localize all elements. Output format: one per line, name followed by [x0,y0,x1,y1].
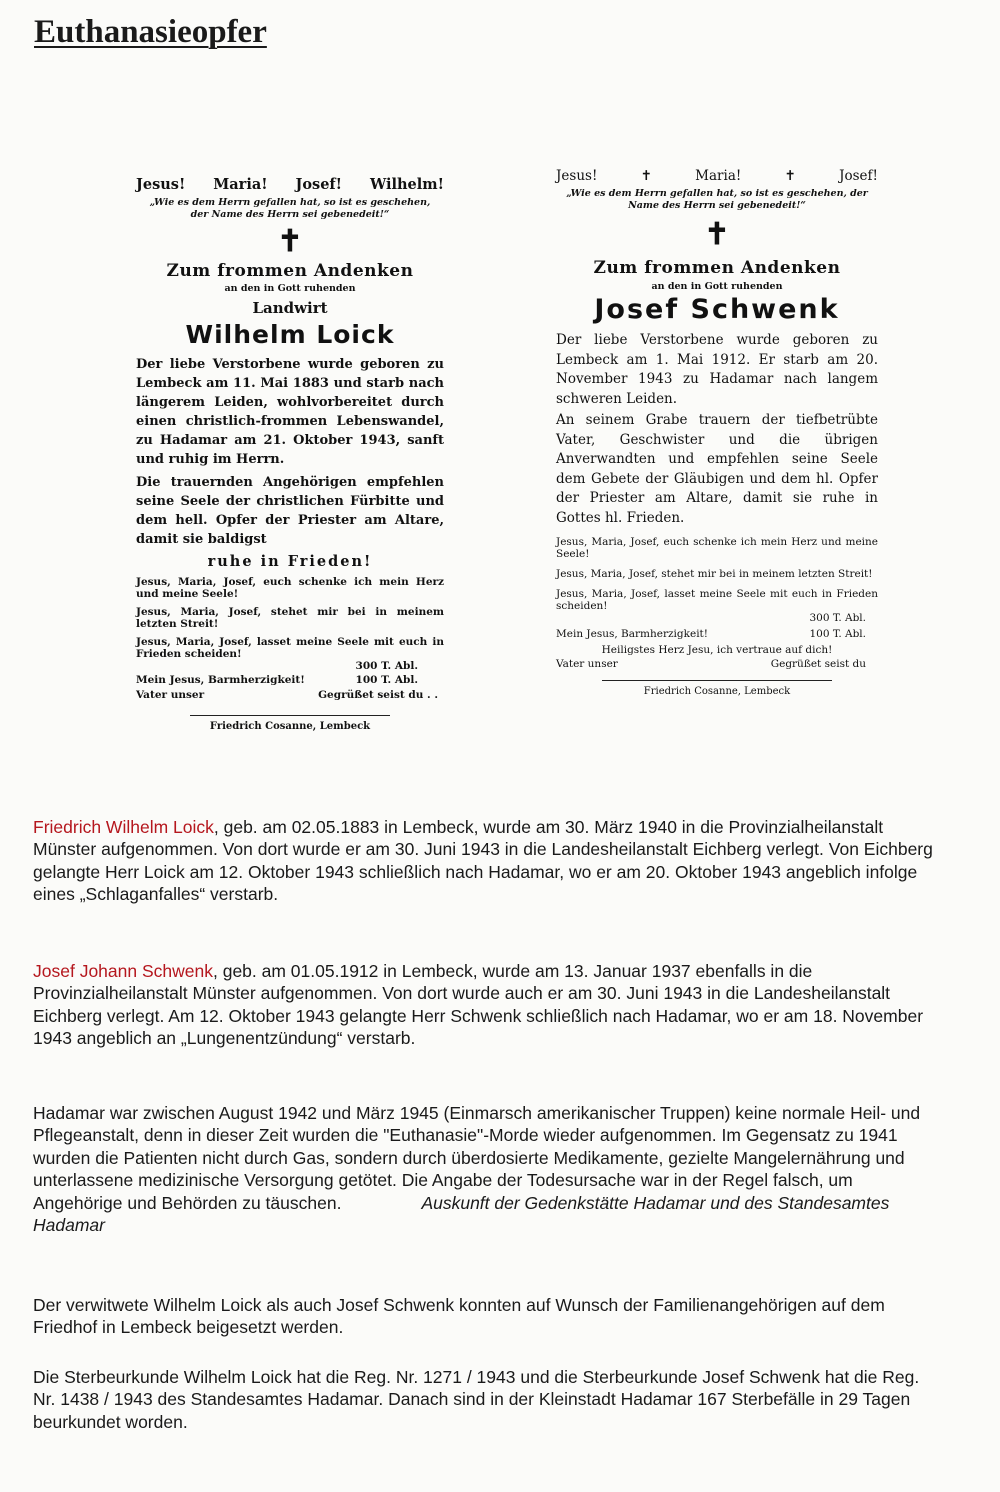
header-word: Josef! [295,176,343,193]
card-prayer: Gegrüßet seist du . . [318,689,438,701]
card-prayer-row [556,658,878,670]
card-ablass: 100 T. Abl. [809,628,866,640]
paragraph-text: Die Sterbeurkunde Wilhelm Loick hat die Reg. Nr. 1271 / 1943 und die Sterbeurkunde Josef Schwenk hat die Reg. Nr. 1438 / 1943 des Standesamtes Hadamar. Danach sind in der Kleinstadt Hadamar 167 Sterbefälle in 29 Tagen beurkundet worden. [33,1367,920,1432]
card-body-2: An seinem Grabe trauern der tiefbetrübte Vater, Geschwister und die übrigen Anverwandten und empfehlen seine Seele dem Gebete der Gläubigen und dem hl. Opfer der Priester am Altare, damit sie ruhe in Gottes hl. Frieden. [556,412,878,526]
card-name: Wilhelm Loick [185,320,395,349]
card-printer: Friedrich Cosanne, Lembeck [643,686,791,697]
card-prayer: Vater unser [556,658,618,670]
card-prayer-row [136,674,444,686]
paragraph-text: Hadamar war zwischen August 1942 und März 1945 (Einmarsch amerikanischer Truppen) keine normale Heil- und Pflegeanstalt, denn in dieser Zeit wurden die "Euthanasie"-Morde wieder aufgenommen. Im Gegensatz zu 1941 wurden die Patienten nicht durch Gas, sondern durch überdosierte Medikamente, gezielte Mangelernährung und unterlassene medizinische Versorgung getötet. Die Angabe der Todesursache war in der Regel falsch, um Angehörige und Behörden zu täuschen. [33,1103,921,1213]
death-notice-josef-schwenk [556,168,878,697]
death-notice-wilhelm-loick [136,176,444,732]
paragraph-text: Der verwitwete Wilhelm Loick als auch Josef Schwenk konnten auf Wunsch der Familienangehörigen auf dem Friedhof in Lembeck beigesetzt werden. [33,1295,885,1338]
card-printer: Friedrich Cosanne, Lembeck [209,721,371,732]
card-prayer: Heiligstes Herz Jesu, ich vertraue auf dich! [601,644,833,656]
header-word: Josef! [839,168,878,184]
card-quote: „Wie es dem Herrn gefallen hat, so ist es geschehen, der Name des Herrn sei gebenedeit!“ [566,188,868,211]
card-rest: ruhe in Frieden! [207,553,373,570]
paragraph-text: , geb. am 01.05.1912 in Lembeck, wurde am 13. Januar 1937 ebenfalls in die Provinzialheilanstalt Münster aufgenommen. Von dort wurde auch er am 30. Juni 1943 in die Landesheilanstalt Eichberg verlegt. Am 12. Oktober 1943 gelangte Herr Schwenk schließlich nach Hadamar, wo er am 18. November 1943 angeblich an „Lungenentzündung“ verstarb. [33,961,924,1049]
header-word: Jesus! [556,168,598,184]
header-word: Maria! [213,176,268,193]
card-prayer: Jesus, Maria, Josef, euch schenke ich mein Herz und meine Seele! [136,576,444,600]
card-andenken: Zum frommen Andenken [593,258,841,278]
card-prayer: Jesus, Maria, Josef, stehet mir bei in meinem letzten Streit! [556,568,873,580]
header-word: Maria! [695,168,742,184]
card-header [136,176,444,193]
cross-icon: ✝ [277,224,303,259]
card-andenken: Zum frommen Andenken [166,261,414,281]
source-citation: Auskunft der Gedenkstätte Hadamar und des Standesamtes Hadamar [33,1192,890,1236]
card-occupation: Landwirt [252,299,328,317]
paragraph-loick [33,816,933,906]
paragraph-burial [33,1294,933,1339]
card-divider [190,715,390,716]
paragraph-schwenk [33,960,933,1050]
page-title: Euthanasieopfer [34,14,267,50]
card-prayer: Jesus, Maria, Josef, euch schenke ich mein Herz und meine Seele! [556,536,878,560]
card-prayer-row [136,689,444,701]
card-quote: „Wie es dem Herrn gefallen hat, so ist es geschehen, der Name des Herrn sei gebenedeit!“ [149,197,431,220]
card-prayer-row [556,628,878,640]
card-prayer: Jesus, Maria, Josef, stehet mir bei in meinem letzten Streit! [136,606,444,630]
person-name: Josef Johann Schwenk [33,961,213,981]
header-word: Wilhelm! [369,176,444,193]
card-sub: an den in Gott ruhenden [224,283,356,294]
cross-small-icon: ✝ [784,168,796,184]
card-prayer: Jesus, Maria, Josef, lasset meine Seele mit euch in Frieden scheiden! [136,636,444,660]
card-prayer: Mein Jesus, Barmherzigkeit! [136,674,305,686]
paragraph-certificates [33,1366,933,1433]
card-prayer: Jesus, Maria, Josef, lasset meine Seele mit euch in Frieden scheiden! [556,588,878,612]
card-ablass: 100 T. Abl. [355,674,418,686]
card-name: Josef Schwenk [594,294,840,325]
card-ablass: 300 T. Abl. [809,612,866,624]
person-name: Friedrich Wilhelm Loick [33,817,214,837]
header-word: Jesus! [136,176,186,193]
card-ablass: 300 T. Abl. [355,660,418,672]
card-prayer: Vater unser [136,689,205,701]
card-body-1: Der liebe Verstorbene wurde geboren zu Lembeck am 1. Mai 1912. Er starb am 20. November 1943 zu Hadamar nach langem schweren Leiden. [556,332,878,407]
card-body-1: Der liebe Verstorbene wurde geboren zu Lembeck am 11. Mai 1883 und starb nach längerem Leiden, wohlvorbereitet durch einen christlich-frommen Lebenswandel, zu Hadamar am 21. Oktober 1943, sanft und ruhig im Herrn. [136,357,444,467]
paragraph-hadamar [33,1102,933,1236]
cross-icon: ✝ [704,217,730,252]
card-header [556,168,878,184]
paragraph-text: , geb. am 02.05.1883 in Lembeck, wurde am 30. März 1940 in die Provinzialheilanstalt Münster aufgenommen. Von dort wurde er am 30. Juni 1943 in die Landesheilanstalt Eichberg verlegt. Von Eichberg gelangte Herr Loick am 12. Oktober 1943 schließlich nach Hadamar, wo er am 20. Oktober 1943 angeblich infolge eines „Schlaganfalles“ verstarb. [33,817,933,905]
card-prayer: Mein Jesus, Barmherzigkeit! [556,628,708,640]
card-sub: an den in Gott ruhenden [651,281,783,292]
card-prayer: Gegrüßet seist du [770,658,866,670]
card-body-2: Die trauernden Angehörigen empfehlen seine Seele der christlichen Fürbitte und dem hell. Opfer der Priester am Altare, damit sie baldigst [136,475,444,547]
cross-small-icon: ✝ [640,168,652,184]
card-divider [602,680,832,681]
